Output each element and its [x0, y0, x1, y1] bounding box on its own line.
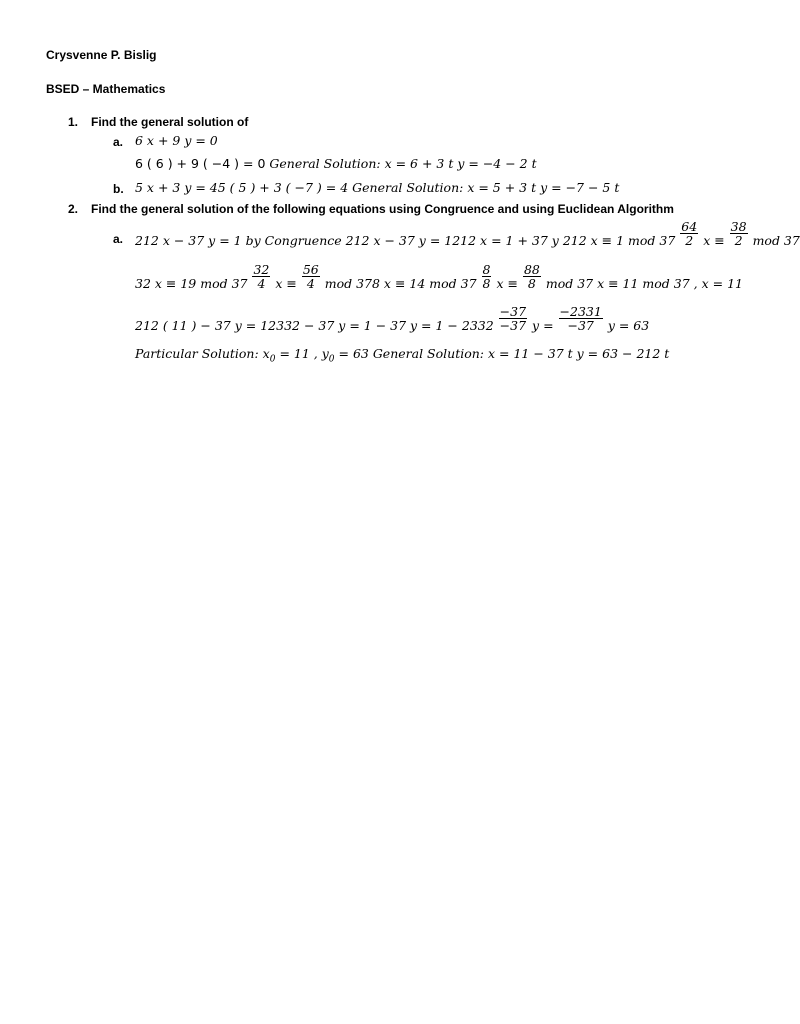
q1b-general-solution: General Solution: x = 5 + 3 t y = −7 − 5 t — [352, 180, 620, 195]
q2a-line-2: 32 x ≡ 19 mod 37 $\frac{32}{4}$ x ≡ $\frac{56}{4}$ mod 378 x ≡ 14 mod 37 $\frac{8}{8}$ x ≡ $\frac{88}{8}$ mod 37 x ≡ 11 mod 37 , x = 11 — [135, 262, 743, 291]
fraction: $\frac{8}{8}$ — [482, 262, 491, 291]
course-label: BSED – Mathematics — [46, 82, 166, 96]
q1a-solution — [135, 156, 537, 171]
fraction: $\frac{88}{8}$ — [523, 262, 540, 291]
q2a-label: a. — [113, 232, 124, 246]
q2a-line-1: 212 x − 37 y = 1 by Congruence 212 x − 37 y = 1212 x = 1 + 37 y 212 x ≡ 1 mod 37 $\frac{64}{2}$ x ≡ $\frac{38}{2}$ mod 37 — [135, 219, 800, 248]
q2-number: 2. — [68, 202, 79, 216]
q2a-line-3: 212 ( 11 ) − 37 y = 12332 − 37 y = 1 − 37 y = 1 − 2332 $\frac{-37}{-37}$ y = $\frac{-2331}{-37}$ y = 63 — [135, 304, 650, 333]
author-name: Crysvenne P. Bislig — [46, 48, 157, 62]
q1b-equation: 5 x + 3 y = 45 ( 5 ) + 3 ( −7 ) = 4 — [135, 180, 349, 195]
q1a-check: 6 ( 6 ) + 9 ( −4 ) = 0 — [135, 156, 266, 171]
q1b-label: b. — [113, 182, 124, 196]
q1a-general-solution: General Solution: x = 6 + 3 t y = −4 − 2 t — [269, 156, 537, 171]
q1b-solution — [135, 180, 619, 195]
q2-title: Find the general solution of the following equations using Congruence and using Euclidean Algorithm — [91, 202, 674, 216]
fraction: $\frac{56}{4}$ — [302, 262, 319, 291]
q1a-equation: 6 x + 9 y = 0 — [135, 133, 218, 148]
fraction: $\frac{64}{2}$ — [681, 219, 698, 248]
q2a-line-1-text: 212 x − 37 y = 1 by Congruence 212 x − 37 y = 1212 x = 1 + 37 y 212 x ≡ 1 mod 37 — [135, 233, 676, 248]
fraction: $\frac{-2331}{-37}$ — [559, 304, 602, 333]
q1-number: 1. — [68, 115, 79, 129]
fraction: $\frac{38}{2}$ — [730, 219, 747, 248]
q2a-line-2-text: 32 x ≡ 19 mod 37 — [135, 276, 248, 291]
q2a-line-4: Particular Solution: $x_0 = 11$ , $y_0 = 63$ General Solution: x = 11 − 37 t y = 63 − 212 t — [135, 346, 670, 365]
fraction: $\frac{-37}{-37}$ — [499, 304, 527, 333]
fraction: $\frac{32}{4}$ — [253, 262, 270, 291]
q1-title: Find the general solution of — [91, 115, 249, 129]
q2a-line-3-text: 212 ( 11 ) − 37 y = 12332 − 37 y = 1 − 37 y = 1 − 2332 — [135, 318, 494, 333]
q1a-label: a. — [113, 135, 124, 149]
